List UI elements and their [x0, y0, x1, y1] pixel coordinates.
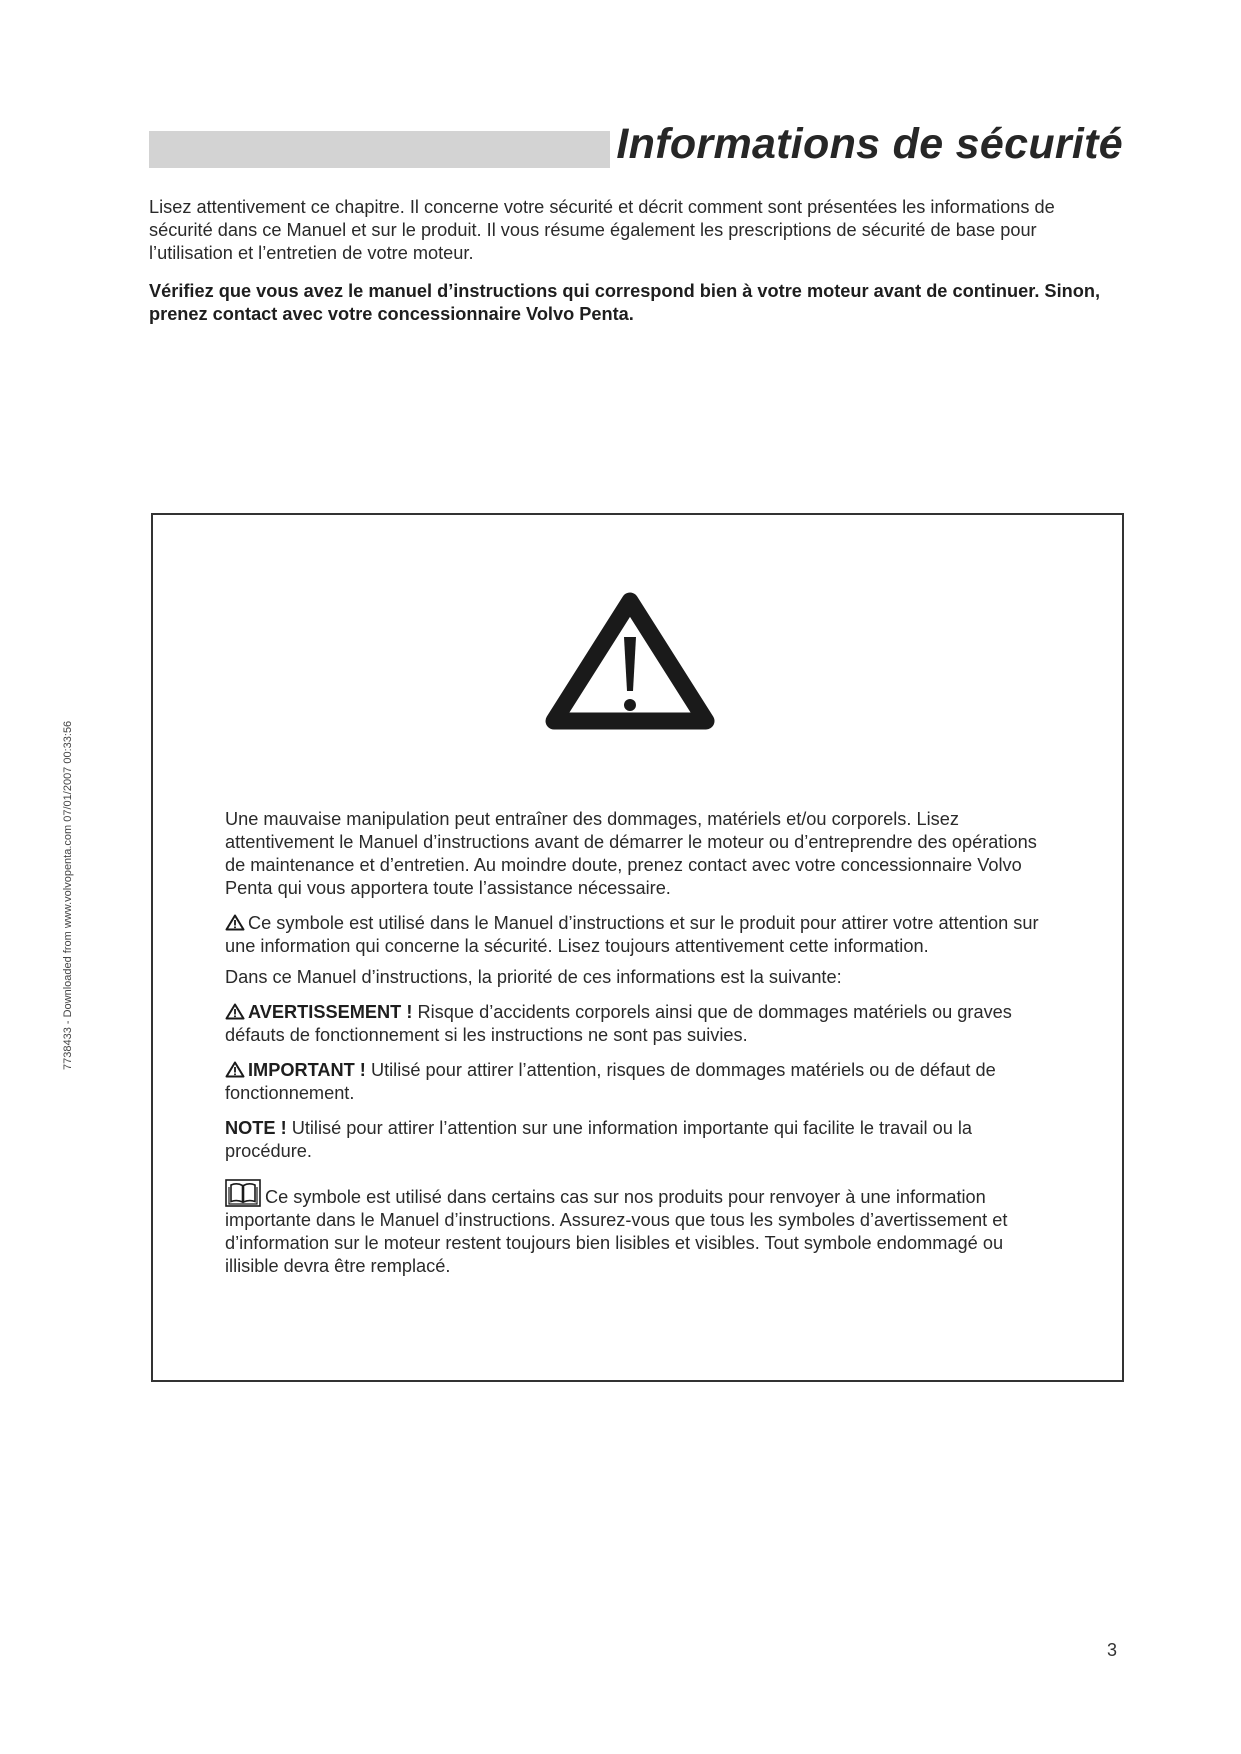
warning-paragraph: [225, 1001, 1055, 1047]
warning-text: Risque d’accidents corporels ainsi que de dommages matériels ou graves défauts de fonctionnement si les instructions ne sont pas suivies.: [225, 1002, 1012, 1045]
download-side-note-text: 7738433 - Downloaded from www.volvopenta.com 07/01/2007 00:33:56: [62, 720, 74, 1070]
warning-triangle-icon: [540, 587, 720, 735]
note-label: NOTE !: [225, 1118, 287, 1138]
safety-paragraph-1: Une mauvaise manipulation peut entraîner des dommages, matériels et/ou corporels. Lisez attentivement le Manuel d’instructions avant de démarrer le moteur ou d’entreprendre des opérations de maintenance et d’entretien. Au moindre doute, prenez contact avec votre concessionnaire Volvo Penta qui vous apportera toute l’assistance nécessaire.: [225, 809, 1037, 898]
priority-line: Dans ce Manuel d’instructions, la priorité de ces informations est la suivante:: [225, 967, 842, 987]
page-number: 3: [1107, 1640, 1118, 1660]
warning-label: AVERTISSEMENT !: [248, 1002, 413, 1022]
book-paragraph-text: Ce symbole est utilisé dans certains cas sur nos produits pour renvoyer à une information importante dans le Manuel d’instructions. Assurez-vous que tous les symboles d’avertissement et d’information sur le moteur restent toujours bien lisibles et visibles. Tout symbole endommagé ou illisible devra être remplacé.: [225, 1187, 1008, 1276]
intro-bold-paragraph: Vérifiez que vous avez le manuel d’instructions qui correspond bien à votre moteur avant de continuer. Sinon, prenez contact avec votre concessionnaire Volvo Penta.: [149, 281, 1100, 324]
warning-icon: [225, 914, 245, 931]
book-paragraph: [225, 1179, 1055, 1278]
safety-box: [151, 513, 1124, 1382]
book-icon: [225, 1179, 261, 1207]
page-title: Informations de sécurité: [616, 120, 1123, 168]
note-paragraph: [225, 1117, 1055, 1163]
symbol-paragraph-text: Ce symbole est utilisé dans le Manuel d’instructions et sur le produit pour attirer votre attention sur une information qui concerne la sécurité. Lisez toujours attentivement cette information.: [225, 913, 1039, 956]
symbol-paragraph: [225, 912, 1055, 958]
header-bar: [149, 131, 610, 168]
warning-icon: [225, 1061, 245, 1078]
warning-icon: [225, 1003, 245, 1020]
note-text: Utilisé pour attirer l’attention sur une information importante qui facilite le travail ou la procédure.: [225, 1118, 973, 1161]
important-paragraph: [225, 1059, 1055, 1105]
important-text: Utilisé pour attirer l’attention, risques de dommages matériels ou de défaut de fonctionnement.: [225, 1060, 996, 1103]
intro-paragraph: Lisez attentivement ce chapitre. Il concerne votre sécurité et décrit comment sont présentées les informations de sécurité dans ce Manuel et sur le produit. Il vous résume également les prescriptions de sécurité de base pour l’utilisation et l’entretien de votre moteur.: [149, 197, 1055, 263]
important-label: IMPORTANT !: [248, 1060, 366, 1080]
safety-box-text: [225, 808, 1055, 1290]
